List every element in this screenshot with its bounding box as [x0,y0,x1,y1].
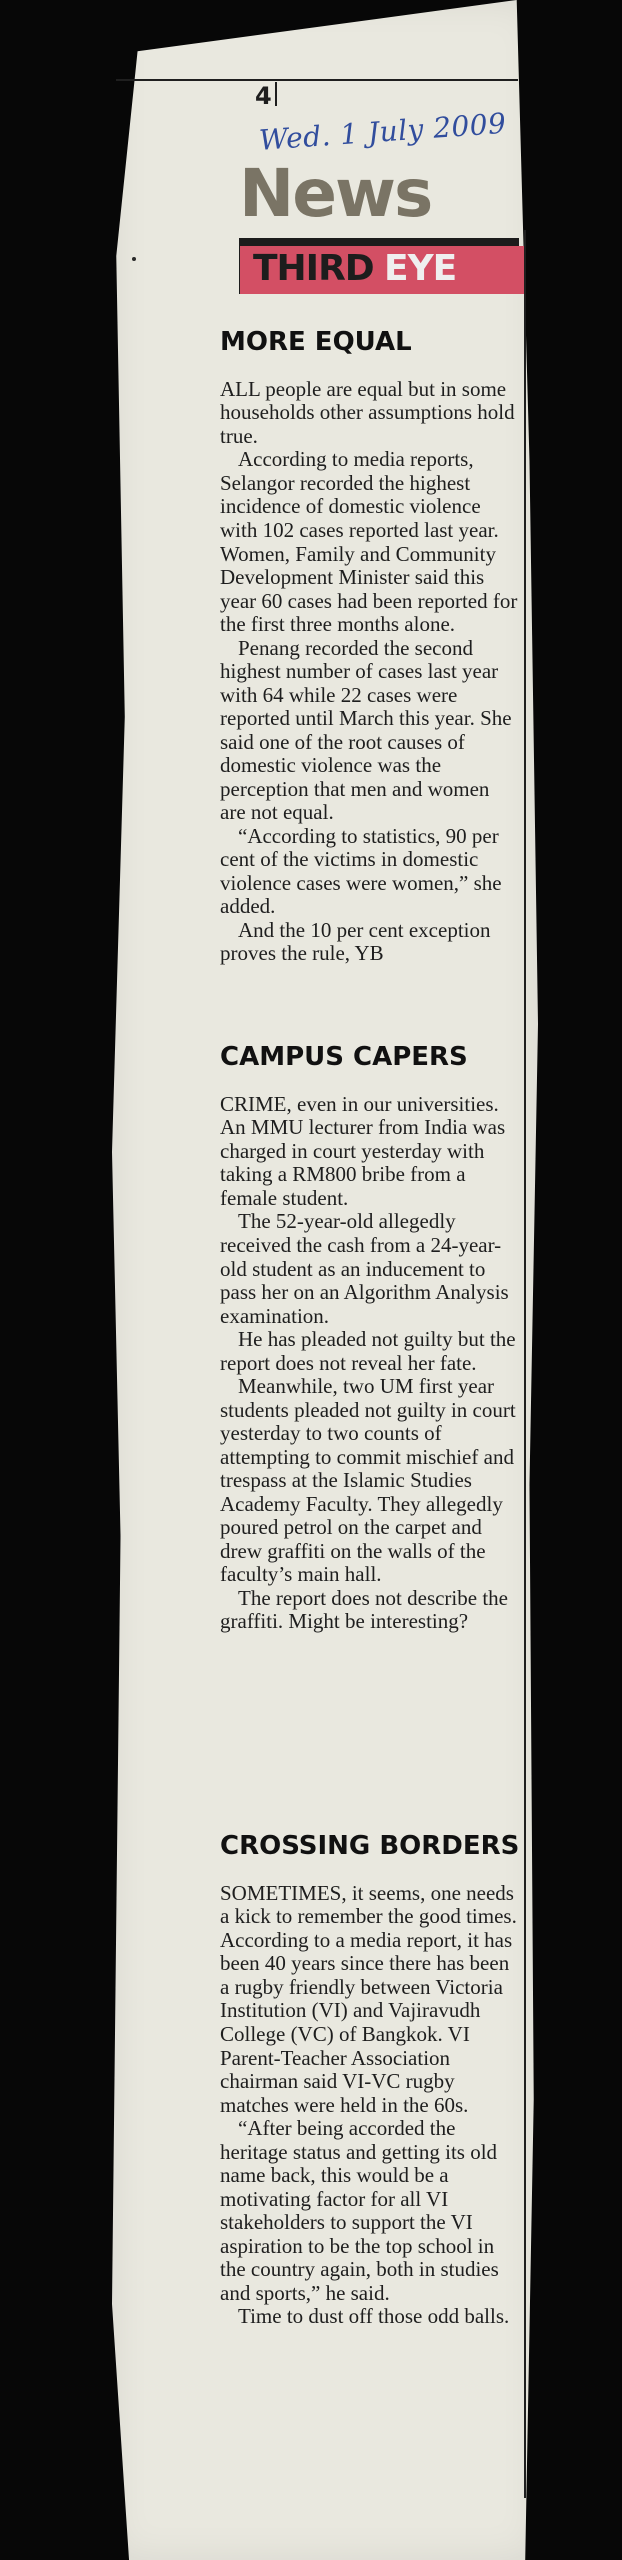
article-body [220,378,520,966]
article-paragraph: The report does not describe the graffiti. Might be interesting? [220,1585,508,1634]
article-campus-capers [220,1043,520,1634]
page-number: 4 [255,82,272,110]
article-body [220,1093,520,1634]
article-paragraph: The 52-year-old allegedly received the cash from a 24-year-old student as an inducement to pass her on an Algorithm Analysis examination. [220,1209,509,1328]
article-paragraph: And the 10 per cent exception proves the rule, YB [220,917,491,966]
top-rule [116,79,518,81]
article-crossing-borders [220,1832,520,2329]
article-paragraph: SOMETIMES, it seems, one needs a kick to remember the good times. According to a media report, it has been 40 years since there has been a rugby friendly between Victoria Institution (VI) and Vajiravudh College (VC) of Bangkok. VI Parent-Teacher Association chairman said VI-VC rugby matches were held in the 60s. [220,1880,517,2117]
column-rule [524,230,526,2498]
article-paragraph: He has pleaded not guilty but the report does not reveal her fate. [220,1327,516,1375]
article-heading: MORE EQUAL [220,327,412,357]
article-paragraph: “According to statistics, 90 per cent of the victims in domestic violence cases were women,” she added. [220,823,502,919]
article-paragraph: Time to dust off those odd balls. [238,2304,510,2329]
article-body [220,1882,520,2329]
article-paragraph: According to media reports, Selangor recorded the highest incidence of domestic violence with 102 cases reported last year. Women, Family and Community Development Minister said this year 60 cases had been reported for the first three months alone. [220,447,518,637]
article-paragraph: ALL people are equal but in some households other assumptions hold true. [220,376,515,448]
page-number-divider [275,82,277,106]
article-paragraph: Meanwhile, two UM first year students pleaded not guilty in court yesterday to two counts of attempting to commit mischief and trespass at the Islamic Studies Academy Faculty. They allegedly poured petrol on the carpet and drew graffiti on the walls of the faculty’s main hall. [220,1374,516,1587]
article-heading: CROSSING BORDERS [220,1831,520,1861]
article-paragraph: “After being accorded the heritage status and getting its old name back, this would be a motivating factor for all VI stakeholders to support the VI aspiration to be the top school in the country again, both in studies and sports,” he said. [220,2116,499,2305]
article-paragraph: Penang recorded the second highest number of cases last year with 64 while 22 cases were reported until March this year. She said one of the root causes of domestic violence was the perception that men and women are not equal. [220,635,512,825]
article-more-equal [220,328,520,966]
article-paragraph: CRIME, even in our universities. An MMU lecturer from India was charged in court yesterday with taking a RM800 bribe from a female student. [220,1091,506,1210]
handwritten-date: Wed. 1 July 2009 [258,106,508,157]
section-title: News [239,155,432,232]
paper-speck [132,257,136,261]
column-label-left: THIRD [253,248,374,289]
article-heading: CAMPUS CAPERS [220,1042,468,1072]
column-label-right: EYE [384,248,457,289]
background-corner [112,0,124,40]
